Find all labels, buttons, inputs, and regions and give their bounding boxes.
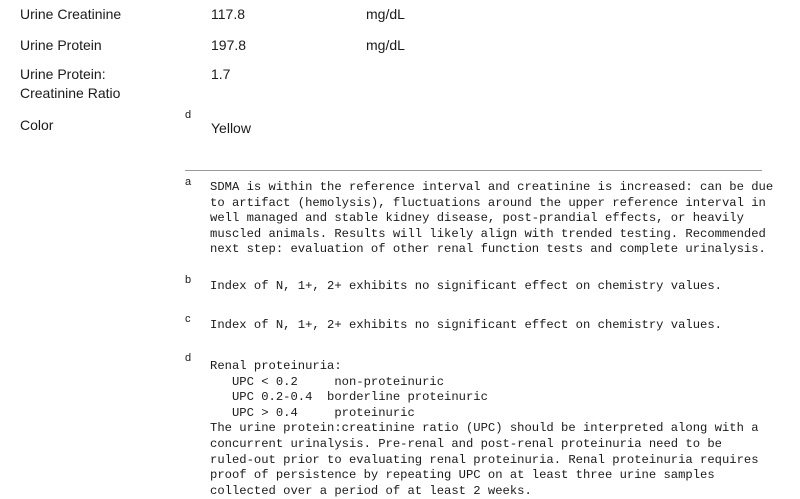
- result-unit-urine-protein: mg/dL: [366, 37, 405, 53]
- result-label-upc-line1: Urine Protein:: [20, 66, 106, 82]
- result-label-upc-line2: Creatinine Ratio: [20, 85, 121, 101]
- result-value-color: Yellow: [211, 120, 251, 136]
- result-label-color: Color: [20, 117, 54, 133]
- note-marker-d: d: [185, 352, 192, 364]
- note-text-d: Renal proteinuria: UPC < 0.2 non-proteinuric UPC 0.2-0.4 borderline proteinuric UPC > 0.4 proteinuric The urine protein:creatinine ratio (UPC) should be interpreted along with a concurrent urinalysis. Pre-renal and post-renal proteinuria need to be ruled-out prior to evaluating renal proteinuria. Renal proteinuria requires proof of persistence by repeating UPC on at least three urine samples collected over a period of at least 2 weeks.: [210, 359, 759, 498]
- result-unit-urine-creatinine: mg/dL: [366, 6, 405, 22]
- note-text-b: Index of N, 1+, 2+ exhibits no significant effect on chemistry values.: [210, 279, 722, 293]
- notes-divider: [185, 170, 762, 171]
- result-value-urine-creatinine: 117.8: [211, 6, 245, 22]
- note-text-a: SDMA is within the reference interval and creatinine is increased: can be due to artifact (hemolysis), fluctuations around the upper reference interval in well managed and stable kidney disease, post-prandial effects, or heavily muscled animals. Results will likely align with trended testing. Recommended next step: evaluation of other renal function tests and complete urinalysis.: [210, 180, 774, 257]
- note-text-c: Index of N, 1+, 2+ exhibits no significant effect on chemistry values.: [210, 318, 722, 332]
- result-label-urine-protein: Urine Protein: [20, 37, 102, 53]
- result-label-urine-creatinine: Urine Creatinine: [20, 6, 122, 22]
- result-flag-color: d: [185, 109, 192, 121]
- result-value-upc: 1.7: [211, 66, 231, 82]
- result-value-urine-protein: 197.8: [211, 37, 247, 53]
- note-marker-b: b: [185, 274, 192, 286]
- note-marker-a: a: [185, 176, 192, 188]
- note-marker-c: c: [185, 313, 191, 325]
